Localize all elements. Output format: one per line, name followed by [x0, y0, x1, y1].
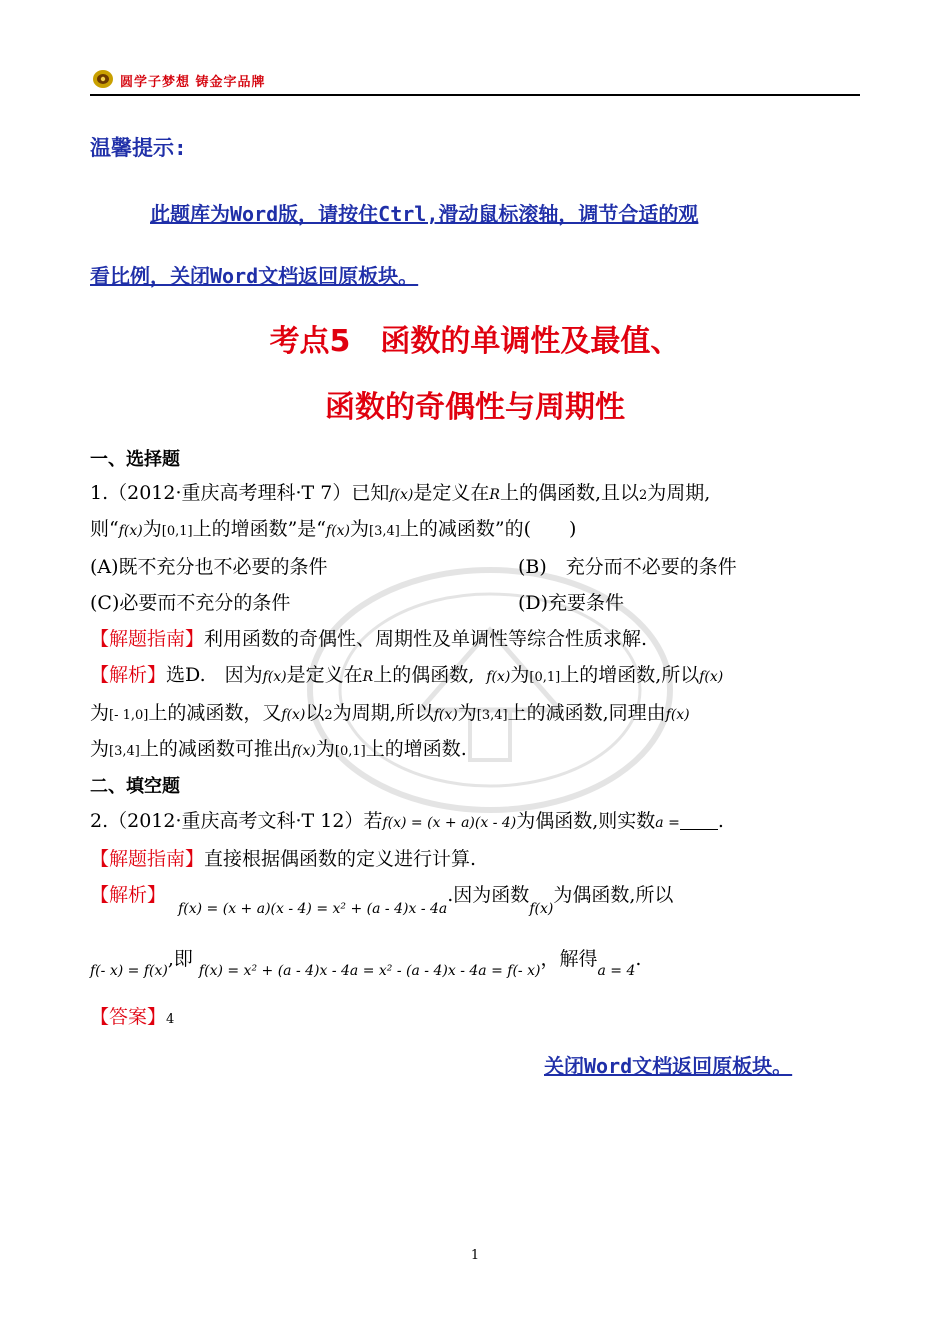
guide-tag: 【解题指南】 — [90, 848, 205, 870]
analysis-text: 是定义在 — [286, 664, 363, 686]
analysis-text: 为偶函数,所以 — [553, 884, 674, 906]
guide-text: 直接根据偶函数的定义进行计算. — [204, 848, 477, 870]
close-document-link[interactable]: 关闭Word文档返回原板块。 — [544, 1054, 793, 1078]
page-number: 1 — [470, 1248, 480, 1263]
analysis-text: .因为函数 — [447, 884, 530, 906]
q1-text: 为 — [142, 518, 162, 540]
q2-text: 2.（2012·重庆高考文科·T 12）若 — [90, 810, 383, 832]
math-2: 2 — [639, 488, 648, 503]
analysis-tag: 【解析】 — [90, 664, 167, 686]
tip-title: 温馨提示: — [90, 136, 187, 160]
section-heading-fill: 二、填空题 — [90, 776, 180, 797]
page-header — [90, 64, 860, 96]
tip-link-line1[interactable]: 此题库为Word版，请按住Ctrl,滑动鼠标滚轴，调节合适的观 — [150, 202, 699, 226]
guide-tag: 【解题指南】 — [90, 628, 205, 650]
analysis-text: 为周期,所以 — [332, 702, 434, 724]
math-R: R — [362, 669, 374, 685]
q2-stem — [90, 806, 724, 833]
q1-text: 为 — [350, 518, 370, 540]
math-fx: f(x) — [389, 487, 414, 503]
math-even: f(- x) = f(x) — [90, 963, 168, 979]
q1-option-a: (A)既不充分也不必要的条件 — [90, 556, 328, 578]
answer-value: 4 — [166, 1012, 175, 1027]
q1-text: 是定义在 — [413, 482, 490, 504]
analysis-tag: 【解析】 — [90, 884, 167, 906]
q1-text: 上的减函数”的( ) — [399, 518, 577, 540]
math-a: a = — [655, 815, 680, 831]
q2-analysis-line1 — [90, 880, 674, 917]
analysis-text: 上的增函数,所以 — [560, 664, 700, 686]
analysis-text: 为 — [90, 738, 110, 760]
q1-guide — [90, 624, 647, 651]
analysis-text: 为 — [510, 664, 530, 686]
math-fdef: f(x) = (x + a)(x - 4) — [382, 815, 517, 831]
math-fx: f(x) — [326, 523, 351, 539]
q2-guide — [90, 844, 476, 871]
page-title-line2: 函数的奇偶性与周期性 — [325, 390, 625, 425]
math-interval-34: [3,4] — [369, 524, 400, 539]
math-interval-34: [3,4] — [109, 744, 140, 759]
analysis-text: 为 — [315, 738, 335, 760]
math-fx: f(x) — [291, 743, 316, 759]
analysis-text: 上的减函数,同理由 — [507, 702, 666, 724]
math-expand: f(x) = (x + a)(x - 4) = x² + (a - 4)x - 4a — [178, 901, 448, 917]
analysis-text: 选D. 因为 — [166, 664, 263, 686]
math-interval-01: [0,1] — [529, 670, 561, 685]
q1-stem-line1 — [90, 478, 710, 505]
q1-option-d: (D)充要条件 — [518, 592, 625, 614]
guide-text: 利用函数的奇偶性、周期性及单调性等综合性质求解. — [204, 628, 648, 650]
math-chain: f(x) = x² + (a - 4)x - 4a = x² - (a - 4)x - 4a = f(- x) — [198, 963, 541, 979]
analysis-text: 上的增函数. — [365, 738, 467, 760]
math-fx: f(x) — [665, 707, 690, 723]
math-interval-m10: [- 1,0] — [109, 708, 149, 723]
q1-analysis-line1 — [90, 660, 723, 687]
math-interval-34: [3,4] — [476, 708, 508, 723]
q1-text: 为周期, — [647, 482, 711, 504]
math-interval-01: [0,1] — [334, 744, 366, 759]
analysis-text: 上的减函数，又 — [148, 702, 282, 724]
logo-icon — [92, 68, 114, 90]
q1-text: 则“ — [90, 518, 119, 540]
math-R: R — [489, 487, 500, 503]
analysis-text: 以 — [305, 702, 325, 724]
analysis-text: ，解得 — [540, 948, 598, 970]
analysis-text: 为 — [90, 702, 110, 724]
page-title-line1: 考点5 函数的单调性及最值、 — [269, 324, 681, 359]
q1-text: 1.（2012·重庆高考理科·T 7）已知 — [90, 482, 390, 504]
q1-option-c: (C)必要而不充分的条件 — [90, 592, 291, 614]
analysis-text: 上的偶函数, — [373, 664, 475, 686]
tip-link-line2[interactable]: 看比例，关闭Word文档返回原板块。 — [90, 264, 419, 288]
math-interval-01: [0,1] — [161, 524, 193, 539]
q1-text: 上的增函数”是“ — [192, 518, 327, 540]
analysis-text: 为 — [457, 702, 477, 724]
analysis-text: . — [635, 948, 642, 970]
math-solution: a = 4 — [597, 963, 636, 979]
q1-option-b: (B) 充分而不必要的条件 — [518, 556, 737, 578]
answer-tag: 【答案】 — [90, 1006, 167, 1028]
q2-text: . — [717, 810, 724, 832]
section-heading-choice: 一、选择题 — [90, 449, 180, 470]
math-fx: f(x) — [699, 669, 724, 685]
math-fx: f(x) — [529, 901, 554, 917]
q1-analysis-line2 — [90, 698, 690, 725]
q1-text: 上的偶函数,且以 — [499, 482, 639, 504]
analysis-text: ,即 — [167, 948, 193, 970]
answer-blank — [680, 811, 718, 830]
math-fx: f(x) — [262, 669, 287, 685]
math-fx: f(x) — [281, 707, 306, 723]
q1-stem-line2 — [90, 514, 576, 541]
q2-text: 为偶函数,则实数 — [516, 810, 656, 832]
q2-analysis-line2 — [90, 944, 642, 979]
math-fx: f(x) — [433, 707, 458, 723]
math-fx: f(x) — [118, 523, 143, 539]
math-2: 2 — [324, 708, 333, 723]
header-slogan: 圆学子梦想 铸金字品牌 — [120, 75, 266, 90]
math-fx: f(x) — [486, 669, 511, 685]
analysis-text: 上的减函数可推出 — [139, 738, 292, 760]
q1-analysis-line3 — [90, 734, 467, 761]
q2-answer — [90, 1002, 174, 1029]
